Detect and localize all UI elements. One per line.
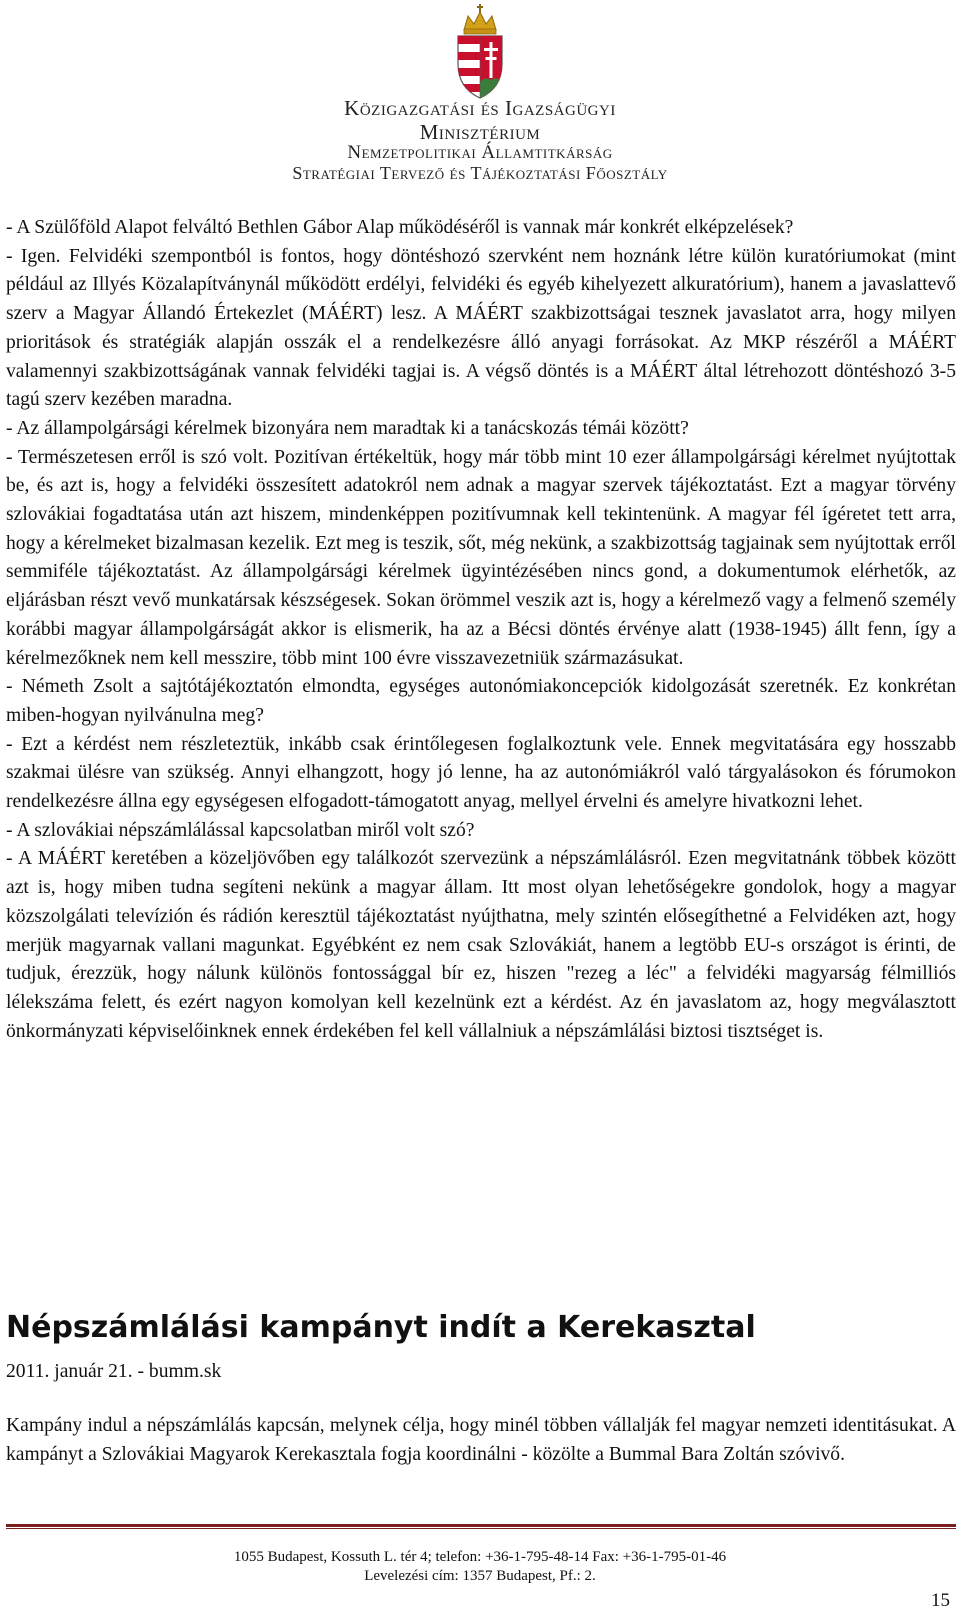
paragraph: - A Szülőföld Alapot felváltó Bethlen Gábor Alap működéséről is vannak már konkrét elképzelések? — [6, 217, 794, 238]
paragraph: - Természetesen erről is szó volt. Pozitívan értékeltük, hogy már több mint 10 ezer állampolgársági kérelmet nyújtottak be, és azt is, hogy a felvidéki összesített adatokról nem adnak a magyar szervek tájékoztatást. Ezt a magyar törvény szlovákiai fogadtatása után azt hiszem, mindenképpen pozitívumnak kell tekintenünk. A magyar fél ígéretet tett arra, hogy a kérelmeket bizalmasan kezelik. Ezt meg is teszik, sőt, még nekünk, a szakbizottság tagjainak sem nyújtottak erről semmiféle tájékoztatást. Az állampolgársági kérelmek ügyintézésében nincs gond, a dokumentumok elérhetők, az eljárásban részt vevő munkatársak készségesek. Sokan örömmel veszik azt is, hogy a kérelmező vagy a felmenő személy korábbi magyar állampolgárságát akkor is elismerik, ha az a Bécsi döntés érvénye alatt (1938-1945) állt fenn, így a kérelmezőknek nem kell messzire, több mint 100 évre visszavezetniük származásukat. — [6, 446, 956, 669]
page-number: 15 — [931, 1590, 950, 1611]
paragraph: - A szlovákiai népszámlálással kapcsolatban miről volt szó? — [6, 819, 475, 841]
interview-body — [6, 214, 956, 1046]
footer-divider — [6, 1524, 956, 1527]
ministry-name-line2: Minisztérium — [419, 120, 541, 144]
paragraph: - Igen. Felvidéki szempontból is fontos, hogy döntéshozó szervként nem hoznánk létre külön kuratóriumokat (mint például az Illyés Közalapítványnál működött erdélyi, felvidéki és egyéb kihelyezett alkuratórium), hanem a javaslattevő szerv a Magyar Állandó Értekezlet (MÁÉRT) lesz. A MÁÉRT szakbizottságai tesznek javaslatot arra, hogy milyen prioritások és stratégiák alapján osszák el a rendelkezésre álló anyagi forrásokat. Az MKP részéről a MÁÉRT valamennyi szakbizottságának vannak felvidéki tagjai is. A végső döntés is a MÁÉRT által létrehozott döntéshozó 3-5 tagú szerv kezében maradna. — [6, 245, 956, 411]
state-secretariat: Nemzetpolitikai Államtitkárság — [347, 142, 613, 163]
paragraph: - Németh Zsolt a sajtótájékoztatón elmondta, egységes autonómiakoncepciók kidolgozását szeretnék. Ez konkrétan miben-hogyan nyilvánulna meg? — [6, 676, 956, 726]
department-name: Stratégiai Tervező és Tájékoztatási Főosztály — [292, 163, 668, 183]
letterhead — [0, 0, 960, 200]
footer-postal-address: Levelezési cím: 1357 Budapest, Pf.: 2. — [364, 1568, 596, 1584]
paragraph: - Az állampolgársági kérelmek bizonyára nem maradtak ki a tanácskozás témái között? — [6, 417, 689, 439]
paragraph: - Ezt a kérdést nem részleteztük, inkább csak érintőlegesen foglalkoztunk vele. Ennek megvitatására egy hosszabb szakmai ülésre van szükség. Annyi elhangzott, hogy jó lenne, ha az autonómiákról való tárgyalásokon és fórumokon rendelkezésre állna egy egységesen elfogadott-támogatott anyag, mellyel érvelni és amelyre hivatkozni lehet. — [6, 733, 956, 813]
paragraph: - A MÁÉRT keretében a közeljövőben egy találkozót szervezünk a népszámlálásról. Ezen megvitatnánk többek között azt is, hogy miben tudna segíteni nekünk a magyar állam. Itt most olyan lehetőségekre gondolok, hogy a magyar közszolgálati televízión és rádión keresztül tájékoztatást nyújthatna, mely szintén elősegíthetné a Felvidéken azt, hogy merjük magyarnak vallani magunkat. Egyébként ez nem csak Szlovákiát, hanem a legtöbb EU-s országot is érinti, de tudjuk, érezzük, hogy nálunk különös fontossággal bír ez, hiszen "rezeg a léc" a felvidéki magyarság félmilliós lélekszáma felett, és ezért nagyon komolyan kell kezelnünk ezt a kérdést. Az én javaslatom az, hogy megválasztott önkormányzati képviselőinknek ennek érdekében fel kell vállalniuk a népszámlálási biztosi tisztséget is. — [6, 848, 956, 1042]
footer-address: 1055 Budapest, Kossuth L. tér 4; telefon: +36-1-795-48-14 Fax: +36-1-795-01-46 — [233, 1549, 727, 1565]
coat-of-arms-icon — [450, 2, 510, 102]
article-title: Népszámlálási kampányt indít a Kerekasztal — [6, 1310, 756, 1345]
footer-divider-thin — [6, 1528, 956, 1529]
article-lead: Kampány indul a népszámlálás kapcsán, melynek célja, hogy minél többen vállalják fel magyar nemzeti identitásukat. A kampányt a Szlovákiai Magyarok Kerekasztala fogja koordinálni - közölte a Bummal Bara Zoltán szóvivő. — [6, 1415, 956, 1465]
ministry-name-line1: Közigazgatási és Igazságügyi — [344, 96, 616, 120]
article-dateline: 2011. január 21. - bumm.sk — [6, 1361, 222, 1382]
